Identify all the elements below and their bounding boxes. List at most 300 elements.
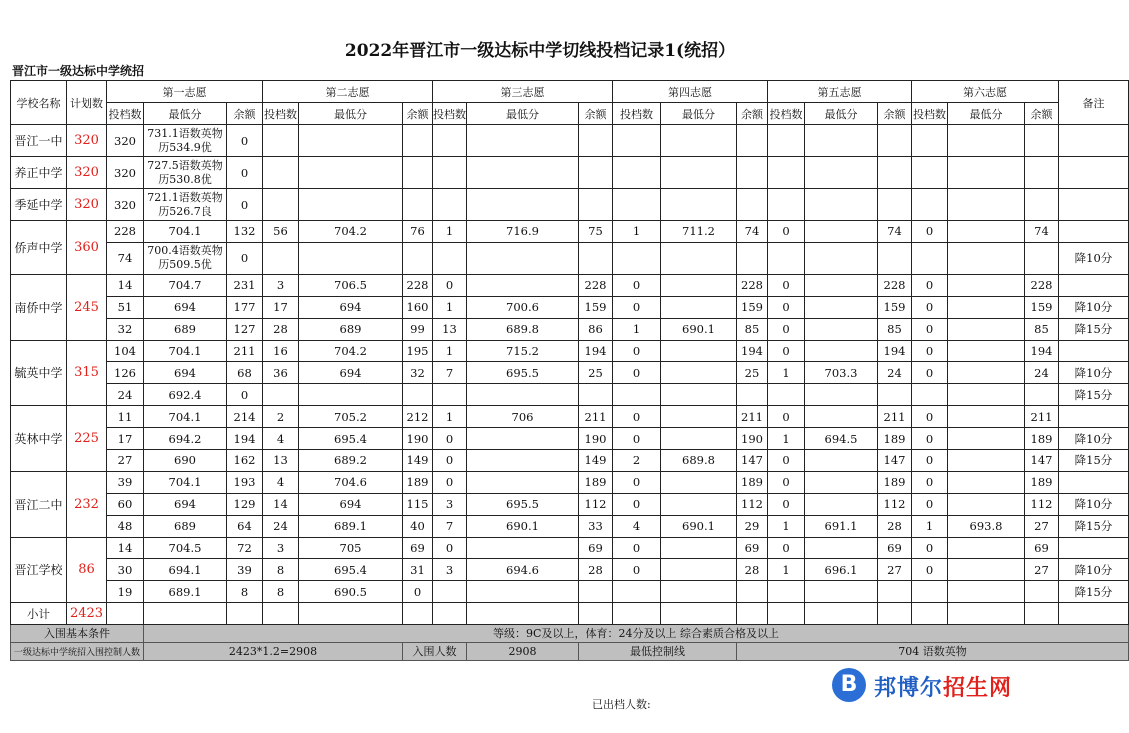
data-cell (912, 384, 948, 406)
data-cell (403, 189, 433, 221)
data-cell: 694.1 (144, 559, 227, 581)
data-cell (661, 340, 737, 362)
empty-cell (1059, 603, 1129, 625)
school-name: 养正中学 (11, 157, 67, 189)
data-cell: 162 (227, 450, 263, 472)
note-cell (1059, 157, 1129, 189)
data-cell (299, 242, 403, 274)
data-cell: 19 (107, 581, 144, 603)
empty-cell (613, 603, 661, 625)
data-cell: 27 (878, 559, 912, 581)
data-cell: 0 (912, 559, 948, 581)
data-cell (579, 189, 613, 221)
conditions-label: 入围基本条件 (11, 624, 144, 642)
subtotal-label: 小计 (11, 603, 67, 625)
data-cell: 0 (433, 537, 467, 559)
data-cell (661, 242, 737, 274)
school-name: 晋江一中 (11, 125, 67, 157)
data-cell: 1 (768, 559, 805, 581)
data-cell (661, 471, 737, 493)
data-cell: 69 (1025, 537, 1059, 559)
data-cell: 211 (579, 406, 613, 428)
data-cell: 25 (737, 362, 768, 384)
data-cell: 212 (403, 406, 433, 428)
data-cell (1025, 384, 1059, 406)
data-cell: 696.1 (805, 559, 878, 581)
table-row (11, 296, 1129, 318)
plan-count: 360 (67, 221, 107, 275)
data-cell (263, 125, 299, 157)
data-cell: 4 (263, 471, 299, 493)
data-cell (878, 189, 912, 221)
data-cell: 0 (912, 471, 948, 493)
empty-cell (144, 603, 227, 625)
data-cell: 705.2 (299, 406, 403, 428)
data-cell: 27 (1025, 515, 1059, 537)
data-cell: 1 (912, 515, 948, 537)
data-cell: 85 (1025, 318, 1059, 340)
data-cell: 85 (737, 318, 768, 340)
data-cell: 14 (107, 274, 144, 296)
data-cell: 228 (107, 221, 144, 243)
data-cell: 694 (299, 493, 403, 515)
data-cell (661, 428, 737, 450)
data-cell: 0 (912, 362, 948, 384)
data-cell: 0 (613, 537, 661, 559)
data-cell: 24 (878, 362, 912, 384)
data-cell: 1 (433, 406, 467, 428)
data-cell: 112 (1025, 493, 1059, 515)
data-cell: 0 (433, 274, 467, 296)
data-cell: 320 (107, 125, 144, 157)
table-row (11, 318, 1129, 340)
logo-badge-icon: B (832, 668, 866, 702)
subtotal-row (11, 603, 1129, 625)
data-cell: 39 (107, 471, 144, 493)
data-cell: 17 (107, 428, 144, 450)
data-cell (948, 125, 1025, 157)
header-min-score: 最低分 (467, 103, 579, 125)
data-cell: 28 (878, 515, 912, 537)
school-name: 晋江二中 (11, 471, 67, 537)
empty-cell (403, 603, 433, 625)
data-cell: 228 (737, 274, 768, 296)
data-cell: 13 (433, 318, 467, 340)
data-cell (805, 493, 878, 515)
data-cell (1025, 189, 1059, 221)
data-cell: 0 (613, 493, 661, 515)
data-cell (579, 581, 613, 603)
empty-cell (912, 603, 948, 625)
data-cell: 51 (107, 296, 144, 318)
data-cell: 72 (227, 537, 263, 559)
data-cell (948, 384, 1025, 406)
school-name: 晋江学校 (11, 537, 67, 603)
table-row (11, 581, 1129, 603)
data-cell (1025, 157, 1059, 189)
data-cell (768, 581, 805, 603)
data-cell: 69 (737, 537, 768, 559)
data-cell: 1 (768, 362, 805, 384)
data-cell: 0 (227, 384, 263, 406)
empty-cell (737, 603, 768, 625)
data-cell (912, 157, 948, 189)
data-cell: 76 (403, 221, 433, 243)
data-cell (467, 450, 579, 472)
data-cell: 706.5 (299, 274, 403, 296)
school-name: 季延中学 (11, 189, 67, 221)
data-cell: 320 (107, 157, 144, 189)
data-cell (948, 189, 1025, 221)
data-cell: 0 (912, 221, 948, 243)
data-cell: 159 (878, 296, 912, 318)
data-cell: 86 (579, 318, 613, 340)
data-cell: 28 (737, 559, 768, 581)
control-label: 一级达标中学统招入围控制人数 (11, 642, 144, 660)
school-name: 毓英中学 (11, 340, 67, 406)
data-cell: 0 (613, 428, 661, 450)
data-cell: 147 (1025, 450, 1059, 472)
data-cell: 694 (299, 362, 403, 384)
data-cell: 700.4语数英物历509.5优 (144, 242, 227, 274)
data-cell (948, 157, 1025, 189)
data-cell: 0 (613, 471, 661, 493)
conditions-text: 等级：9C及以上，体育：24分及以上 综合素质合格及以上 (144, 624, 1129, 642)
data-cell (661, 406, 737, 428)
issued-count-label: 已出档人数: (592, 698, 651, 711)
note-cell: 降10分 (1059, 559, 1129, 581)
data-cell: 36 (263, 362, 299, 384)
data-cell: 0 (912, 296, 948, 318)
data-cell (403, 242, 433, 274)
data-cell (661, 362, 737, 384)
note-cell: 降15分 (1059, 318, 1129, 340)
data-cell: 0 (768, 450, 805, 472)
header-row-choices (11, 81, 1129, 103)
table-row (11, 537, 1129, 559)
data-cell: 8 (263, 559, 299, 581)
data-cell: 177 (227, 296, 263, 318)
data-cell: 689.1 (299, 515, 403, 537)
data-cell (805, 318, 878, 340)
data-cell (661, 537, 737, 559)
data-cell: 24 (263, 515, 299, 537)
header-rest: 余额 (403, 103, 433, 125)
data-cell: 694 (144, 493, 227, 515)
empty-cell (948, 603, 1025, 625)
data-cell: 159 (1025, 296, 1059, 318)
school-name: 英林中学 (11, 406, 67, 472)
data-cell: 0 (613, 406, 661, 428)
data-cell (768, 242, 805, 274)
data-cell: 705 (299, 537, 403, 559)
data-cell: 1 (613, 221, 661, 243)
header-min-score: 最低分 (661, 103, 737, 125)
data-cell: 149 (579, 450, 613, 472)
data-cell: 320 (107, 189, 144, 221)
data-cell: 24 (107, 384, 144, 406)
note-cell: 降10分 (1059, 428, 1129, 450)
table-row (11, 515, 1129, 537)
data-cell (805, 274, 878, 296)
data-cell (661, 274, 737, 296)
data-cell: 189 (403, 471, 433, 493)
header-choice: 第五志愿 (768, 81, 912, 103)
data-cell: 8 (227, 581, 263, 603)
note-cell (1059, 406, 1129, 428)
data-cell (613, 125, 661, 157)
data-cell: 694 (299, 296, 403, 318)
data-cell (467, 189, 579, 221)
data-cell: 228 (878, 274, 912, 296)
data-cell: 126 (107, 362, 144, 384)
data-cell: 4 (613, 515, 661, 537)
header-plan: 计划数 (67, 81, 107, 125)
table-row (11, 125, 1129, 157)
data-cell: 189 (878, 428, 912, 450)
plan-count: 320 (67, 189, 107, 221)
data-cell: 33 (579, 515, 613, 537)
data-cell: 0 (613, 340, 661, 362)
header-tou: 投档数 (263, 103, 299, 125)
data-cell: 0 (768, 537, 805, 559)
header-tou: 投档数 (107, 103, 144, 125)
data-cell: 693.8 (948, 515, 1025, 537)
note-cell (1059, 125, 1129, 157)
note-cell (1059, 340, 1129, 362)
empty-cell (263, 603, 299, 625)
data-cell: 16 (263, 340, 299, 362)
empty-cell (433, 603, 467, 625)
data-cell: 690 (144, 450, 227, 472)
data-cell (912, 189, 948, 221)
data-cell: 704.1 (144, 471, 227, 493)
data-cell (805, 221, 878, 243)
data-cell: 689 (144, 318, 227, 340)
data-cell (948, 406, 1025, 428)
conditions-row (11, 624, 1129, 642)
data-cell (948, 221, 1025, 243)
data-cell (805, 296, 878, 318)
data-cell: 0 (912, 340, 948, 362)
data-cell (403, 384, 433, 406)
data-cell: 716.9 (467, 221, 579, 243)
data-cell (1025, 242, 1059, 274)
data-cell: 3 (433, 559, 467, 581)
header-min-score: 最低分 (144, 103, 227, 125)
data-cell: 13 (263, 450, 299, 472)
data-cell: 99 (403, 318, 433, 340)
data-cell: 695.5 (467, 362, 579, 384)
data-cell: 0 (403, 581, 433, 603)
data-cell (661, 189, 737, 221)
data-cell: 14 (263, 493, 299, 515)
header-choice: 第四志愿 (613, 81, 768, 103)
data-cell: 24 (1025, 362, 1059, 384)
data-cell: 39 (227, 559, 263, 581)
data-cell: 211 (227, 340, 263, 362)
data-cell (805, 189, 878, 221)
table-row (11, 242, 1129, 274)
header-choice: 第一志愿 (107, 81, 263, 103)
logo-text-accent: 招生网 (943, 676, 1013, 701)
data-cell: 706 (467, 406, 579, 428)
data-cell (263, 189, 299, 221)
data-cell (467, 125, 579, 157)
header-tou: 投档数 (433, 103, 467, 125)
data-cell (403, 125, 433, 157)
data-cell: 689 (144, 515, 227, 537)
data-cell (1025, 581, 1059, 603)
data-cell: 30 (107, 559, 144, 581)
header-min-score: 最低分 (948, 103, 1025, 125)
data-cell (805, 471, 878, 493)
data-cell: 228 (1025, 274, 1059, 296)
data-cell: 704.2 (299, 221, 403, 243)
data-cell: 40 (403, 515, 433, 537)
data-cell: 189 (1025, 471, 1059, 493)
table-row (11, 189, 1129, 221)
header-tou: 投档数 (912, 103, 948, 125)
data-cell: 231 (227, 274, 263, 296)
data-cell: 69 (403, 537, 433, 559)
data-cell (805, 537, 878, 559)
data-cell (433, 157, 467, 189)
data-cell: 0 (912, 406, 948, 428)
data-cell: 74 (878, 221, 912, 243)
note-cell: 降10分 (1059, 296, 1129, 318)
note-cell (1059, 471, 1129, 493)
data-cell: 0 (912, 428, 948, 450)
data-cell: 190 (579, 428, 613, 450)
data-cell (661, 296, 737, 318)
data-cell: 189 (878, 471, 912, 493)
data-cell: 28 (263, 318, 299, 340)
data-cell: 0 (433, 471, 467, 493)
data-cell (433, 384, 467, 406)
page-title: 2022年晋江市一级达标中学切线投档记录1(统招） (344, 41, 736, 61)
subtotal-value: 2423 (67, 603, 107, 625)
data-cell (737, 189, 768, 221)
data-cell (661, 125, 737, 157)
empty-cell (1025, 603, 1059, 625)
data-cell: 104 (107, 340, 144, 362)
data-cell: 27 (1025, 559, 1059, 581)
data-cell: 0 (768, 340, 805, 362)
data-cell: 159 (737, 296, 768, 318)
data-cell (948, 537, 1025, 559)
data-cell: 68 (227, 362, 263, 384)
data-cell (878, 125, 912, 157)
data-cell (613, 581, 661, 603)
data-cell: 211 (737, 406, 768, 428)
data-cell: 189 (1025, 428, 1059, 450)
data-cell: 704.2 (299, 340, 403, 362)
data-cell: 75 (579, 221, 613, 243)
table-row (11, 406, 1129, 428)
data-cell (878, 384, 912, 406)
data-cell: 31 (403, 559, 433, 581)
table-row (11, 384, 1129, 406)
data-cell: 704.5 (144, 537, 227, 559)
data-cell (805, 125, 878, 157)
data-cell (613, 189, 661, 221)
data-cell (912, 242, 948, 274)
control-formula: 2423*1.2=2908 (144, 642, 403, 660)
data-cell: 25 (579, 362, 613, 384)
data-cell: 115 (403, 493, 433, 515)
data-cell: 704.1 (144, 221, 227, 243)
data-cell: 694.6 (467, 559, 579, 581)
data-cell: 1 (768, 428, 805, 450)
plan-count: 245 (67, 274, 107, 340)
data-cell: 74 (107, 242, 144, 274)
data-cell (263, 384, 299, 406)
plan-count: 86 (67, 537, 107, 603)
data-cell: 1 (433, 296, 467, 318)
plan-count: 320 (67, 157, 107, 189)
data-cell: 129 (227, 493, 263, 515)
data-cell (467, 581, 579, 603)
data-cell: 0 (768, 221, 805, 243)
watermark-logo (826, 662, 1066, 708)
data-cell (948, 242, 1025, 274)
data-cell (948, 296, 1025, 318)
data-cell: 0 (768, 406, 805, 428)
header-rest: 余额 (878, 103, 912, 125)
logo-text-main: 邦博尔 (874, 676, 944, 701)
data-cell: 85 (878, 318, 912, 340)
data-cell (948, 362, 1025, 384)
header-note: 备注 (1059, 81, 1129, 125)
data-cell: 211 (878, 406, 912, 428)
data-cell: 0 (768, 471, 805, 493)
data-cell: 8 (263, 581, 299, 603)
data-cell (579, 384, 613, 406)
data-cell (768, 384, 805, 406)
data-cell: 159 (579, 296, 613, 318)
data-cell (737, 125, 768, 157)
data-cell: 211 (1025, 406, 1059, 428)
header-min-score: 最低分 (299, 103, 403, 125)
data-cell: 0 (912, 274, 948, 296)
data-cell: 1 (768, 515, 805, 537)
data-cell (737, 242, 768, 274)
data-cell: 7 (433, 362, 467, 384)
control-row (11, 642, 1129, 660)
header-choice: 第六志愿 (912, 81, 1059, 103)
data-cell: 2 (263, 406, 299, 428)
data-cell: 689.8 (467, 318, 579, 340)
data-cell: 0 (768, 274, 805, 296)
data-cell (948, 471, 1025, 493)
data-cell (433, 242, 467, 274)
data-cell (579, 125, 613, 157)
data-cell: 4 (263, 428, 299, 450)
empty-cell (467, 603, 579, 625)
table-row (11, 362, 1129, 384)
data-cell (948, 428, 1025, 450)
data-cell: 228 (403, 274, 433, 296)
note-cell: 降10分 (1059, 242, 1129, 274)
header-tou: 投档数 (768, 103, 805, 125)
data-cell: 149 (403, 450, 433, 472)
data-cell (948, 581, 1025, 603)
data-cell: 3 (433, 493, 467, 515)
data-cell (467, 274, 579, 296)
data-cell: 694.2 (144, 428, 227, 450)
empty-cell (579, 603, 613, 625)
